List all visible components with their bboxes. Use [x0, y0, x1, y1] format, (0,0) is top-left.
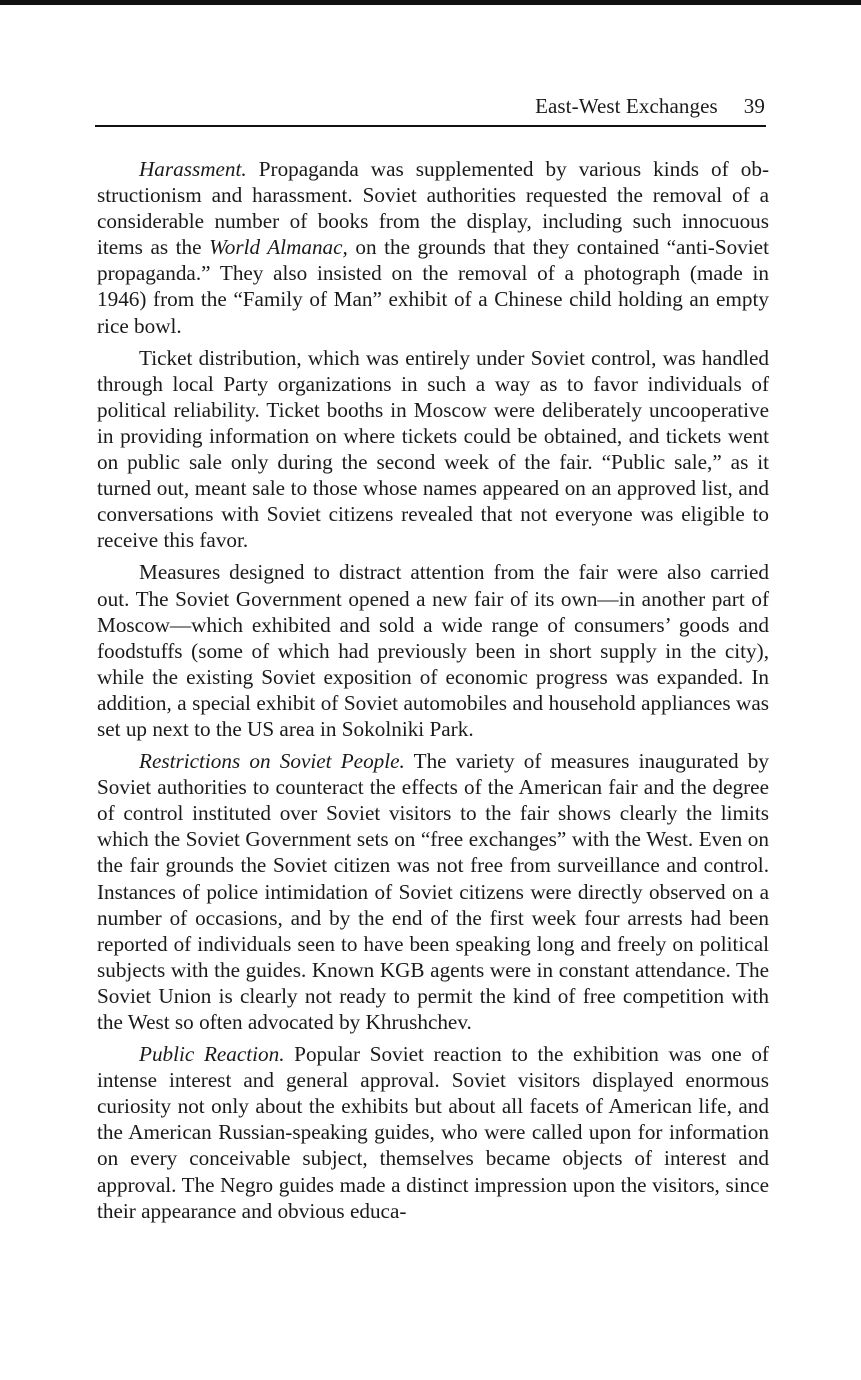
page-number: 39	[743, 94, 765, 118]
paragraph-ticket-distribution: Ticket distribution, which was entirely under Soviet control, was handled through local Party organizations in such a way as to favor individuals of political reliability. Ticket booths in Moscow were deliberately uncooperative in providing information on where tickets could be obtained, and tickets went on public sale only during the second week of the fair. “Public sale,” as it turned out, meant sale to those whose names appeared on an approved list, and conversations with Soviet citizens revealed that not everyone was eligible to receive this favor.	[97, 345, 769, 553]
paragraph-restrictions	[97, 748, 769, 1035]
paragraph-text: on the grounds that they contained “anti-Soviet propaganda.” They also insisted on the removal of a photograph (made in 1946) from the “Family of Man” exhibit of a Chinese child holding an empty rice bowl.	[97, 235, 769, 338]
paragraph-text: Popular Soviet reaction to the exhibition was one of intense interest and general approval. Soviet visitors displayed enormous curiosity not only about the exhibits but about all facets of American life, and the American Russian-speaking guides, who were called upon for information on every conceivable subject, themselves became objects of interest and approval. The Negro guides made a distinct impression upon the visitors, since their appearance and obvious educa-	[97, 1042, 769, 1223]
paragraph-text: Propaganda was supplemented by various kinds of obstructionism and harassment. Soviet authorities requested the removal of a considerable number of books from the display, including such innocuous items as the	[97, 157, 769, 260]
paragraph-public-reaction	[97, 1041, 769, 1224]
italic-title-world-almanac: World Almanac,	[209, 235, 348, 260]
running-title: East-West Exchanges	[535, 94, 718, 118]
section-lead-public-reaction: Public Reaction.	[139, 1042, 285, 1067]
section-lead-restrictions: Restrictions on Soviet People.	[139, 749, 405, 774]
paragraph-distraction-measures: Measures designed to distract attention from the fair were also carried out. The Soviet Government opened a new fair of its own—in another part of Moscow—which exhibited and sold a wide range of consumers’ goods and foodstuffs (some of which had previously been in short supply in the city), while the existing Soviet exposition of economic progress was expanded. In addition, a special exhibit of Soviet automobiles and household appliances was set up next to the US area in Sokolniki Park.	[97, 560, 769, 741]
running-header	[95, 94, 765, 122]
section-lead-harassment: Harassment.	[139, 157, 247, 181]
paragraph-harassment	[97, 156, 769, 339]
header-rule	[95, 125, 766, 127]
paragraph-text: The variety of measures inaugurated by Soviet authorities to counteract the effects of the American fair and the degree of control instituted over Soviet visitors to the fair shows clearly the limits which the Soviet Government sets on “free exchanges” with the West. Even on the fair grounds the Soviet citizen was not free from surveillance and control. Instances of police intimidation of Soviet citizens were directly observed on a number of occasions, and by the end of the first week four arrests had been reported of individuals seen to have been speaking long and freely on political subjects with the guides. Known KGB agents were in constant attendance. The Soviet Union is clearly not ready to permit the kind of free competition with the West so often advocated by Khrushchev.	[97, 749, 769, 1034]
body-text	[97, 156, 769, 1230]
page-top-edge	[0, 0, 861, 5]
